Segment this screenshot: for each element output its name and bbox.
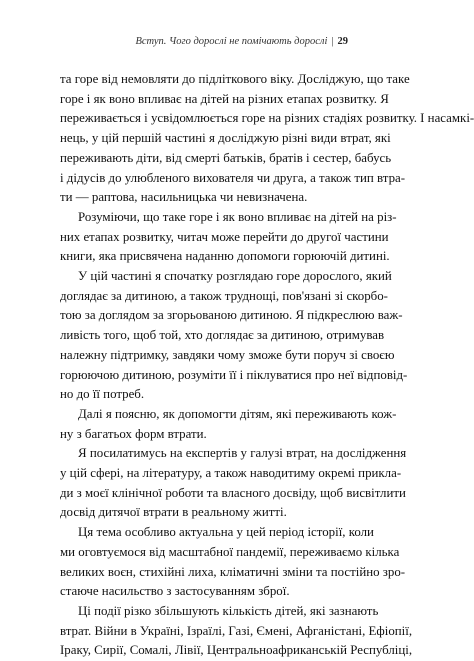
text-line: ливість того, щоб той, хто доглядає за дитиною, отримував (60, 328, 385, 343)
page-number: 29 (337, 36, 348, 47)
text-line: нець, у цій першій частині я досліджую різні види втрат, які (60, 131, 391, 146)
text-line: стаюче насильство з застосуванням зброї. (60, 584, 290, 599)
text-line: ти — раптова, насильницька чи невизначена. (60, 190, 308, 205)
text-line: Ця тема особливо актуальна у цей період історії, коли (78, 525, 374, 540)
text-line: Розуміючи, що таке горе і як воно впливає на дітей на різ- (78, 209, 397, 224)
paragraph (60, 70, 474, 208)
text-line: ну з багатьох форм втрати. (60, 426, 207, 441)
paragraph (60, 444, 407, 523)
text-line: тою за доглядом за згорьованою дитиною. Я підкреслюю важ- (60, 308, 403, 323)
text-line: доглядає за дитиною, а також труднощі, пов'язані зі скорбо- (60, 288, 388, 303)
text-line: них етапах розвитку, читач може перейти до другої частини (60, 229, 389, 244)
text-line: переживається і усвідомлюється горе на різних стадіях розвитку. І насамкі- (60, 111, 474, 126)
text-line: горюючою дитиною, розуміти її і піклуватися про неї відповід- (60, 367, 408, 382)
text-line: Іраку, Сирії, Сомалі, Лівії, Центральноафриканській Республіці, (60, 643, 413, 658)
text-line: но до її потреб. (60, 387, 145, 402)
text-line: книги, яка присвячена наданню допомоги горюючій дитині. (60, 249, 390, 264)
running-header (135, 36, 348, 47)
body-text (60, 70, 474, 661)
text-line: ми оговтуємося від масштабної пандемії, переживаємо кілька (60, 544, 400, 559)
text-line: Далі я поясню, як допомогти дітям, які переживають кож- (78, 406, 397, 421)
text-line: належну підтримку, завдяки чому зможе бути поруч зі своєю (60, 347, 395, 362)
paragraph (60, 523, 406, 602)
header-separator: | (331, 36, 334, 47)
text-line: досвід дитячої втрати в реальному житті. (60, 505, 287, 520)
text-line: та горе від немовляти до підліткового віку. Досліджую, що таке (60, 72, 410, 86)
text-line: Ці події різко збільшують кількість дітей, які зазнають (78, 603, 379, 618)
text-line: у цій сфері, на літературу, а також наводитиму окремі прикла- (60, 466, 402, 481)
text-line: і дідусів до улюбленого вихователя чи друга, а також тип втра- (60, 170, 406, 185)
text-line: великих воєн, стихійні лиха, кліматичні зміни та постійно зро- (60, 564, 406, 579)
paragraph (60, 267, 408, 405)
text-line: Я посилатимусь на експертів у галузі втрат, на дослідження (78, 446, 407, 461)
paragraph (60, 602, 413, 661)
text-line: втрат. Війни в Україні, Ізраїлі, Газі, Ємені, Афганістані, Ефіопії, (60, 623, 413, 638)
text-line: переживають діти, від смерті батьків, братів і сестер, бабусь (60, 150, 392, 165)
running-header-title: Вступ. Чого дорослі не помічають дорослі (135, 36, 328, 47)
paragraph (60, 208, 397, 267)
text-line: У цій частині я спочатку розглядаю горе дорослого, який (78, 269, 392, 284)
text-line: горе і як воно впливає на дітей на різних етапах розвитку. Я (60, 91, 389, 106)
text-line: ди з моєї клінічної роботи та власного досвіду, щоб висвітлити (60, 485, 406, 500)
paragraph (60, 405, 397, 444)
